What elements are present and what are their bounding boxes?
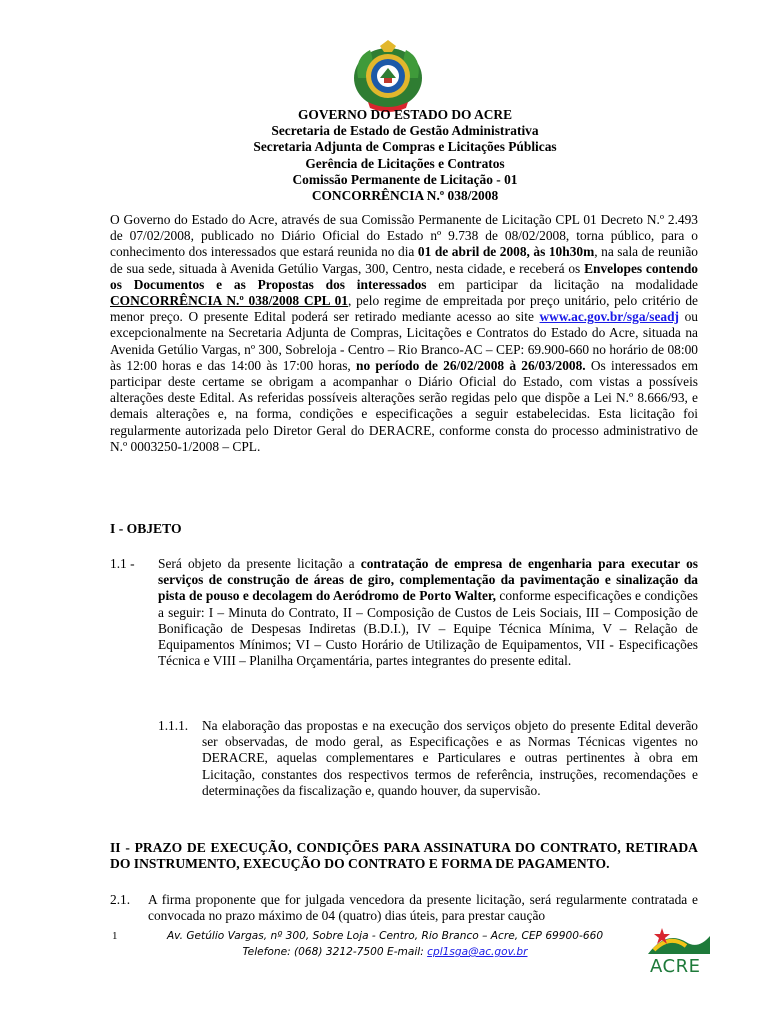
edital-site-link[interactable]: www.ac.gov.br/sga/seadj <box>539 309 680 325</box>
item-1-1 <box>110 556 698 669</box>
intro-text-1: O Governo do Estado do Acre, através de sua Comissão Permanente de Licitação CPL 01 Decreto N.º 2.493 de 07/02/2008, publicado no Diário Oficial do Estado nº 9.738 de 08/02/2008, torna público, para o conhecimento dos interessados que estará reunida no dia <box>110 212 698 260</box>
item-text-2: conforme especificações e condições a seguir: I – Minuta do Contrato, II – Composição de Custos de Leis Sociais, III – Composição de Bonificação de Despesas Indiretas (B.D.I.), IV – Equipe Técnica Mínima, V – Relação de Equipamentos Mínimos; VI – Custo Horário de Utilização de Equipamentos, VII - Especificações Técnica e VIII – Planilha Orçamentária, partes integrantes do presente edital. <box>158 588 698 669</box>
acre-logo-icon <box>646 924 712 958</box>
header-commission: Comissão Permanente de Licitação - 01 <box>292 171 518 187</box>
item-body: A firma proponente que for julgada vencedora da presente licitação, será regularmente contratada e convocada no prazo máximo de 04 (quatro) dias úteis, para prestar caução <box>148 892 698 924</box>
header-government: GOVERNO DO ESTADO DO ACRE <box>297 107 513 122</box>
item-number: 1.1 - <box>110 556 135 571</box>
subitem-body: Na elaboração das propostas e na execução dos serviços objeto do presente Edital deverão ser observadas, de modo geral, as Especificações e as Normas Técnicas vigentes no DERACRE, aquelas complementares e Particulares e outras pertinentes à obra em Licitação, constantes dos respectivos termos de referência, instruções, recomendações e determinações da fiscalização e, quando houver, da supervisão. <box>202 718 698 798</box>
footer-contact <box>140 944 630 960</box>
intro-date-bold: 01 de abril de 2008, às 10h30m <box>417 244 595 260</box>
intro-text-5: ou excepcionalmente na Secretaria Adjunta de Compras, Licitações e Contratos do Estado do Acre, situada na Avenida Getúlio Vargas, nº 300, Sobreloja - Centro – Rio Branco-AC – CEP: 69.900-660 no horário de 08:00 às 12:00 horas e das 14:00 às 17:00 horas, <box>110 309 698 373</box>
item-2-1 <box>110 892 698 924</box>
item-body <box>158 556 698 669</box>
intro-text-6: Os interessados em participar deste certame se obrigam a acompanhar o Diário Oficial do Estado, com vistas a possíveis alterações deste Edital. As referidas possíveis alterações serão regidas pelo que dispõe a Lei N.º 8.666/93, e demais alterações e, na forma, condições e especificações a seguir estabelecidas. Esta licitação foi regularmente autorizada pelo Diretor Geral do DERACRE, conforme consta do processo administrativo de N.º 0003250-1/2008 – CPL. <box>110 357 699 454</box>
header-management: Gerência de Licitações e Contratos <box>305 155 505 171</box>
section-objeto-title: I - OBJETO <box>110 521 182 536</box>
page-footer <box>140 928 630 960</box>
footer-phone: Telefone: (068) 3212-7500 E-mail: <box>242 946 428 958</box>
footer-email-link[interactable]: cpl1sga@ac.gov.br <box>427 946 528 958</box>
item-object-bold: contratação de empresa de engenharia para executar os serviços de construção de áreas de giro, complementação da pavimentação e sinalização da pista de pouso e decolagem do Aeródromo de Porto Walter, <box>158 556 698 604</box>
item-1-1-1 <box>158 718 698 799</box>
header-secretariat: Secretaria de Estado de Gestão Administrativa <box>271 123 539 139</box>
header-concorrencia: CONCORRÊNCIA N.º 038/2008 <box>311 188 499 204</box>
intro-text-4: , pelo regime de empreitada por preço unitário, pelo critério de menor preço. O presente Edital poderá ser retirado mediante acesso ao site <box>110 293 698 325</box>
intro-text-2: , na sala de reunião de sua sede, situada à Avenida Getúlio Vargas, 300, Centro, nesta cidade, e receberá os <box>110 244 698 276</box>
subitem-number: 1.1.1. <box>158 718 189 733</box>
intro-paragraph <box>110 212 698 455</box>
acre-logo <box>646 924 712 978</box>
footer-address: Av. Getúlio Vargas, nº 300, Sobre Loja - Centro, Rio Branco – Acre, CEP 69900-660 <box>166 930 604 942</box>
item-number: 2.1. <box>110 892 131 907</box>
page-number: 1 <box>112 930 118 942</box>
intro-modalidade-bold: CONCORRÊNCIA N.º 038/2008 CPL 01 <box>110 293 348 309</box>
header-adjunct-secretariat: Secretaria Adjunta de Compras e Licitações Públicas <box>253 139 557 155</box>
item-text-1: Será objeto da presente licitação a <box>158 556 361 571</box>
intro-text-3: em participar da licitação na modalidade <box>426 276 698 292</box>
state-coat-of-arms-icon <box>350 38 426 114</box>
document-header <box>110 107 700 204</box>
intro-envelopes-bold: Envelopes contendo os Documentos e as Propostas dos interessados <box>110 260 698 292</box>
intro-period-bold: no período de 26/02/2008 à 26/03/2008. <box>356 357 586 373</box>
acre-logo-word: ACRE <box>650 956 701 977</box>
section-prazo-title: II - PRAZO DE EXECUÇÃO, CONDIÇÕES PARA ASSINATURA DO CONTRATO, RETIRADA DO INSTRUMENTO, EXECUÇÃO DO CONTRATO E FORMA DE PAGAMENTO. <box>110 840 698 872</box>
